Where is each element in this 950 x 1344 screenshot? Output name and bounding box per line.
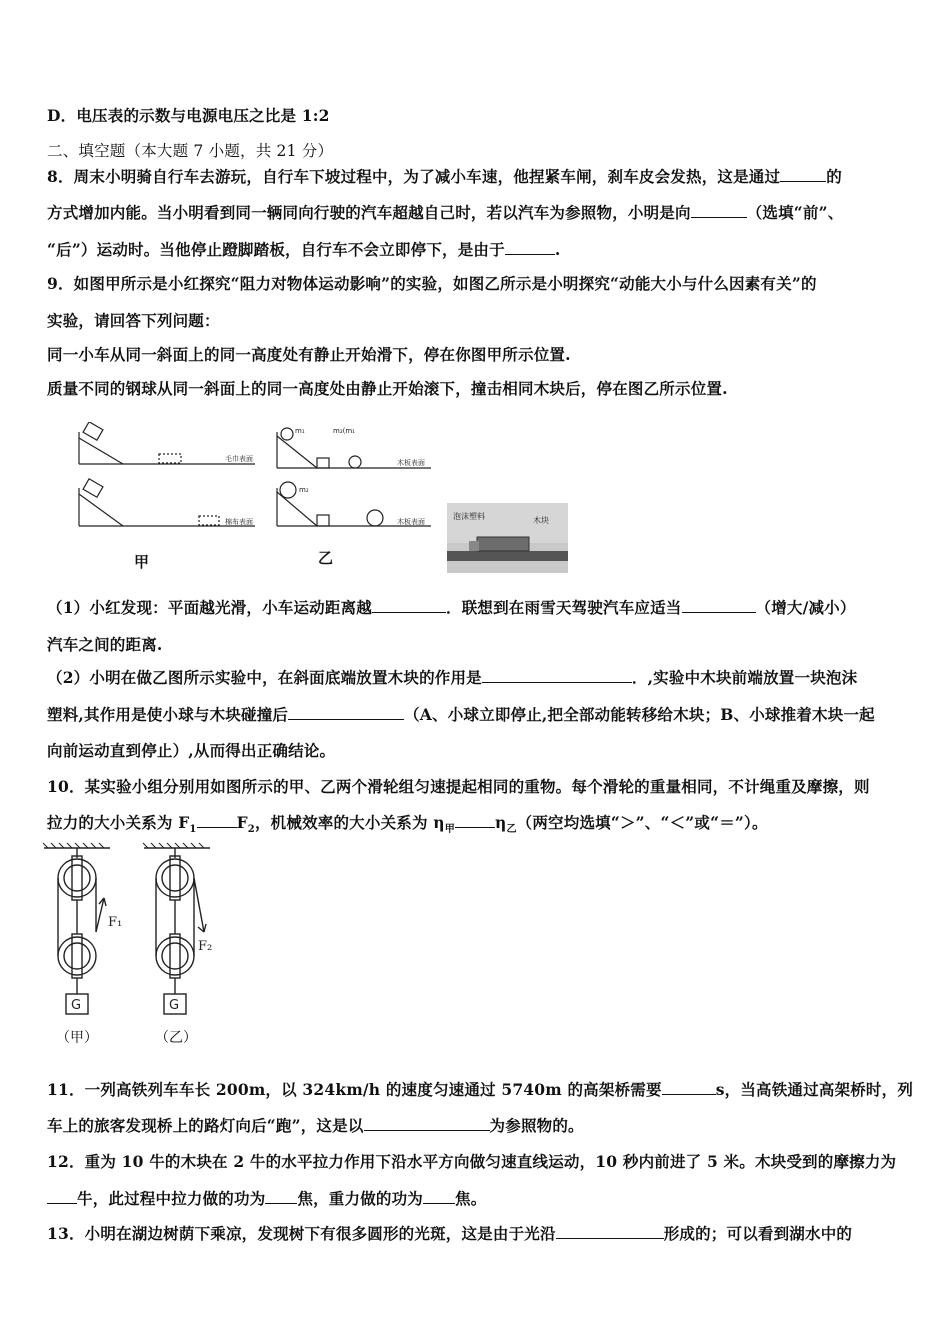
q9-text: （1）小红发现：平面越光滑，小车运动距离越 (47, 598, 372, 617)
q11-blank-2[interactable] (364, 1116, 490, 1131)
q10-text: 拉力的大小关系为 F (47, 813, 190, 832)
figure-jia-friction (75, 422, 260, 534)
surface-label: 棉布表面 (225, 518, 253, 526)
q9-text: 塑料,其作用是使小球与木块碰撞后 (47, 705, 289, 724)
cart-start (83, 479, 103, 497)
ramp-incline (79, 494, 123, 526)
q13-text: 形成的；可以看到湖水中的 (663, 1224, 853, 1243)
weight-label: G (71, 998, 82, 1013)
q9-blank-3[interactable] (482, 668, 632, 683)
q9-line-4: 质量不同的钢球从同一斜面上的同一高度处由静止开始滚下，撞击相同木块后，停在图乙所示位置. (47, 379, 728, 398)
q9-blank-2[interactable] (682, 598, 756, 613)
q11-line-1 (47, 1078, 913, 1100)
q8-text: 的 (826, 167, 842, 186)
mass-label: m₁ (295, 427, 305, 435)
q9-text: （2）小明在做乙图所示实验中，在斜面底端放置木块的作用是 (47, 668, 482, 687)
arrow-head (198, 924, 206, 932)
q9-part1-line-2: 汽车之间的距离. (47, 635, 163, 654)
q9-text: ．联想到在雨雪天驾驶汽车应适当 (446, 598, 682, 617)
subscript: 甲 (444, 824, 455, 836)
q10-text: F (236, 813, 248, 832)
q13-text: 13．小明在湖边树荫下乘凉，发现树下有很多圆形的光斑，这是由于光沿 (47, 1224, 556, 1243)
q10-text: η (494, 813, 507, 832)
wood-block (317, 515, 329, 526)
figure-label-jia: 甲 (134, 553, 150, 571)
q9-blank-4[interactable] (288, 705, 404, 720)
q12-line-1: 12．重为 10 牛的木块在 2 牛的水平拉力作用下沿水平方向做匀速直线运动，10 秒内前进了 5 米。木块受到的摩擦力为 (47, 1152, 897, 1171)
mass-label: m₂ (299, 486, 309, 494)
cart-stop (199, 516, 219, 525)
figure-label-yi: 乙 (318, 549, 334, 567)
ball (281, 428, 293, 440)
figure-yi-kinetic (273, 422, 443, 534)
force-label: F₂ (198, 939, 213, 954)
q9-text: （A、小球立即停止,把全部动能转移给木块；B、小球推着木块一起 (404, 705, 875, 724)
q8-line-1 (47, 165, 842, 187)
q11-line-2 (47, 1114, 584, 1136)
q10-line-1: 10．某实验小组分别用如图所示的甲、乙两个滑轮组匀速提起相同的重物。每个滑轮的重量相同，不计绳重及摩擦，则 (47, 777, 870, 796)
surface-label: 木板表面 (397, 518, 425, 526)
ramp-incline (277, 492, 317, 526)
q8-text: 8．周末小明骑自行车去游玩，自行车下坡过程中，为了减小车速，他捏紧车闸，刹车皮会发热，这是通过 (47, 167, 781, 186)
q11-text: 车上的旅客发现桥上的路灯向后“跑”，这是以 (47, 1116, 364, 1135)
q9-text: （增大/减小） (755, 598, 856, 617)
q12-blank-1[interactable] (47, 1189, 77, 1204)
q8-text: 方式增加内能。当小明看到同一辆同向行驶的汽车超越自己时，若以汽车为参照物，小明是向 (47, 203, 691, 222)
q8-text: . (554, 240, 561, 259)
q11-text: 为参照物的。 (489, 1116, 584, 1135)
q13-blank-1[interactable] (556, 1224, 664, 1239)
q12-blank-3[interactable] (423, 1189, 455, 1204)
q8-line-3 (47, 238, 560, 260)
q12-line-2 (47, 1187, 486, 1209)
pull-rope (194, 878, 204, 932)
q9-line-1: 9．如图甲所示是小红探究“阻力对物体运动影响”的实验，如图乙所示是小明探究“动能大小与什么因素有关”的 (47, 274, 817, 293)
subscript: 1 (189, 824, 197, 836)
ramp-incline (79, 438, 123, 464)
q9-blank-1[interactable] (372, 598, 446, 613)
q10-blank-2[interactable] (455, 813, 495, 828)
q12-text: 焦。 (455, 1189, 487, 1208)
q7-option-d: D．电压表的示数与电源电压之比是 1:2 (47, 106, 330, 125)
q9-part2-line-2 (47, 703, 875, 725)
q11-blank-1[interactable] (662, 1080, 716, 1095)
ball-end (367, 510, 383, 526)
q10-text: （两空均选填“＞”、“＜”或“＝”）。 (516, 813, 768, 832)
pulley-figure-jia (40, 842, 130, 1022)
q11-text: 11．一列高铁列车车长 200m，以 324km/h 的速度匀速通过 5740m 的高架桥需要 (47, 1080, 662, 1099)
q8-blank-2[interactable] (691, 203, 747, 218)
section-heading: 二、填空题（本大题 7 小题，共 21 分） (47, 142, 334, 160)
q12-blank-2[interactable] (265, 1189, 297, 1204)
q10-text: ，机械效率的大小关系为 η (254, 813, 445, 832)
q9-part2-line-1 (47, 666, 857, 688)
pulley-caption-yi: （乙） (155, 1030, 197, 1046)
surface-label: 毛巾表面 (225, 455, 253, 463)
q9-text: ．,实验中木块前端放置一块泡沫 (631, 668, 858, 687)
ball (280, 482, 296, 498)
wood-block (317, 458, 329, 468)
q8-blank-1[interactable] (780, 167, 826, 182)
q10-line-2 (47, 811, 768, 835)
photo-label-block: 木块 (533, 516, 549, 525)
ball-end (349, 456, 361, 468)
cart-start (83, 422, 103, 440)
q9-part1-line-1 (47, 596, 856, 618)
pulley-figure-yi (140, 842, 230, 1022)
q13-line-1 (47, 1222, 852, 1244)
q12-text: 牛，此过程中拉力做的功为 (77, 1189, 266, 1208)
photo-foam-block (447, 503, 568, 573)
q9-line-3: 同一小车从同一斜面上的同一高度处有静止开始滑下，停在你图甲所示位置. (47, 345, 571, 364)
subscript: 2 (247, 824, 255, 836)
ramp-incline (277, 436, 317, 468)
q8-blank-3[interactable] (505, 240, 555, 255)
pulley-caption-jia: （甲） (56, 1030, 98, 1046)
ceiling-hatch (143, 843, 204, 848)
force-label: F₁ (108, 915, 123, 930)
weight-label: G (169, 998, 180, 1013)
q10-blank-1[interactable] (197, 813, 237, 828)
mass-label: m₂(m₁ (333, 427, 355, 435)
ceiling-hatch (43, 843, 104, 848)
cart-stop (159, 454, 181, 463)
q12-text: 焦，重力做的功为 (297, 1189, 424, 1208)
q9-part2-line-3: 向前运动直到停止）,从而得出正确结论。 (47, 741, 336, 760)
q9-line-2: 实验，请回答下列问题： (47, 311, 220, 330)
surface-label: 木板表面 (397, 459, 425, 467)
subscript: 乙 (506, 824, 517, 836)
q8-text: （选填“前”、 (746, 203, 844, 222)
q8-line-2 (47, 201, 843, 223)
q8-text: “后”）运动时。当他停止蹬脚踏板，自行车不会立即停下，是由于 (47, 240, 505, 259)
q11-text: s，当高铁通过高架桥时，列 (715, 1080, 914, 1099)
photo-label-foam: 泡沫塑料 (453, 512, 485, 521)
